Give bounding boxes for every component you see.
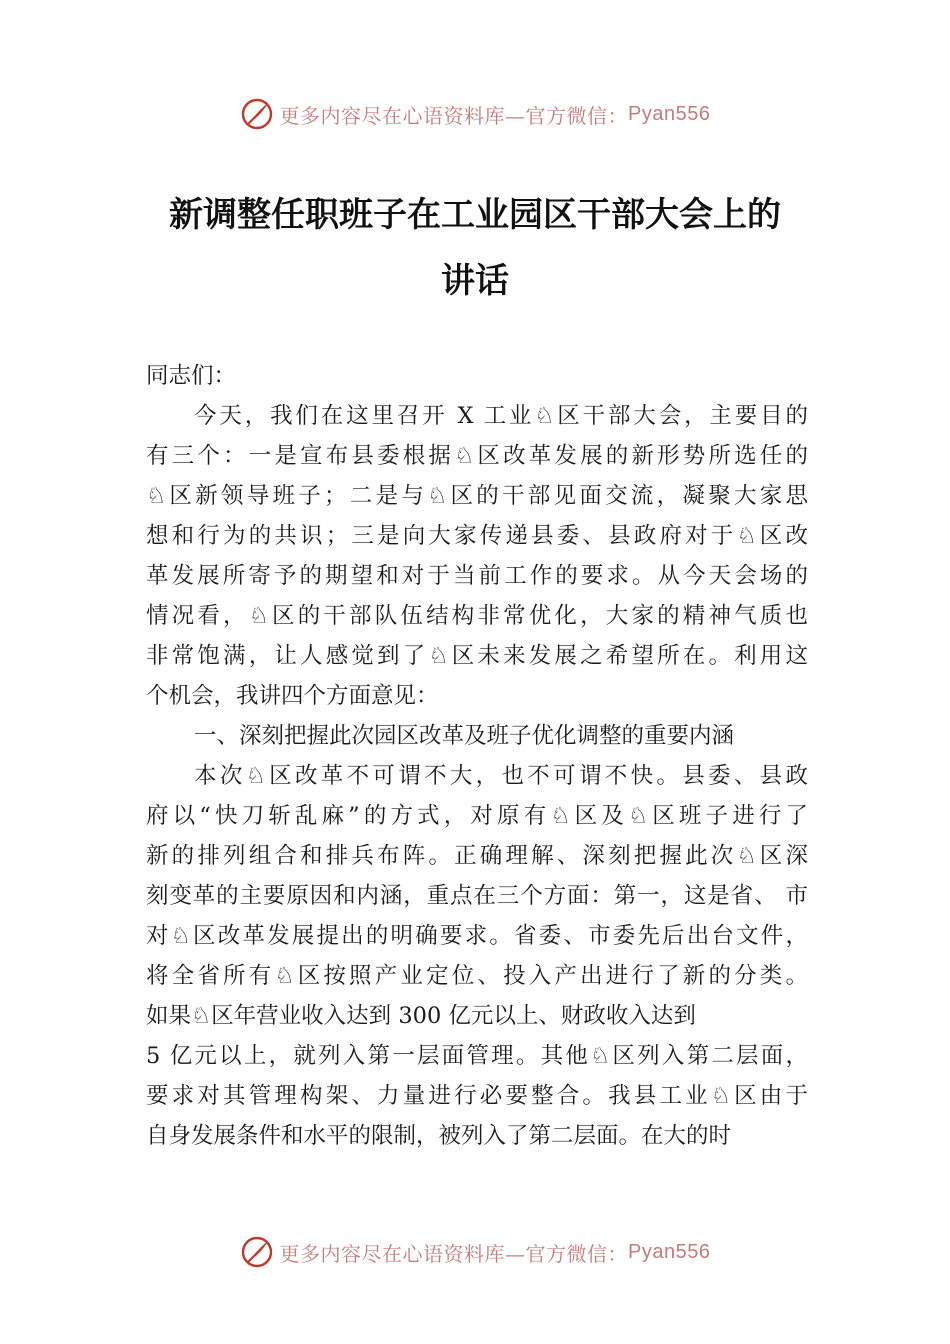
body-line: 想和行为的共识；三是向大家传递县委、县政府对于♘区改: [146, 523, 808, 549]
body-line: 今天，我们在这里召开 X 工业♘区干部大会，主要目的: [194, 403, 808, 429]
salutation: 同志们：: [146, 363, 237, 389]
body-line: 有三个：一是宣布县委根据♘区改革发展的新形势所选任的: [146, 443, 808, 469]
section-heading: 一、深刻把握此次园区改革及班子优化调整的重要内涵: [194, 723, 735, 749]
body-line: 要求对其管理构架、力量进行必要整合。我县工业♘区由于: [146, 1083, 808, 1109]
body-line: ♘区新领导班子；二是与♘区的干部见面交流，凝聚大家思: [146, 483, 808, 509]
body-line: 刻变革的主要原因和内涵，重点在三个方面：第一，这是省、 市: [146, 883, 808, 909]
watermark-wechat-id: Pyan556: [628, 102, 711, 125]
body-line: 对♘区改革发展提出的明确要求。省委、市委先后出台文件，: [146, 923, 808, 949]
watermark-banner-bottom: [0, 1232, 950, 1272]
body-line: 情况看，♘区的干部队伍结构非常优化，大家的精神气质也: [146, 603, 808, 629]
body-line: 非常饱满，让人感觉到了♘区未来发展之希望所在。利用这: [146, 643, 808, 669]
title-line-2: 讲话: [441, 261, 509, 301]
body-line: 个机会，我讲四个方面意见：: [146, 683, 439, 709]
body-line: 府以“快刀斩乱麻”的方式，对原有♘区及♘区班子进行了: [146, 803, 808, 829]
body-line: 本次♘区改革不可谓不大，也不可谓不快。县委、县政: [194, 763, 808, 789]
body-line: 将全省所有♘区按照产业定位、投入产出进行了新的分类。: [146, 963, 808, 989]
title-line-1: 新调整任职班子在工业园区干部大会上的: [169, 195, 781, 235]
watermark-text: 更多内容尽在心语资料库—官方微信：: [279, 103, 629, 128]
quill-logo-icon: [240, 97, 274, 131]
body-line: 新的排列组合和排兵布阵。正确理解、深刻把握此次♘区深: [146, 843, 808, 869]
watermark-wechat-id: Pyan556: [628, 1240, 711, 1263]
body-line: 5 亿元以上，就列入第一层面管理。其他♘区列入第二层面，: [146, 1043, 808, 1069]
document-title: [120, 182, 830, 314]
watermark-text: 更多内容尽在心语资料库—官方微信：: [279, 1241, 629, 1266]
quill-logo-icon: [240, 1235, 274, 1269]
watermark-banner-top: [0, 94, 950, 134]
body-line: 革发展所寄予的期望和对于当前工作的要求。从今天会场的: [146, 563, 808, 589]
body-line: 如果♘区年营业收入达到 300 亿元以上、财政收入达到: [146, 1003, 696, 1029]
body-line: 自身发展条件和水平的限制，被列入了第二层面。在大的时: [146, 1123, 732, 1149]
document-body: [146, 356, 808, 1156]
